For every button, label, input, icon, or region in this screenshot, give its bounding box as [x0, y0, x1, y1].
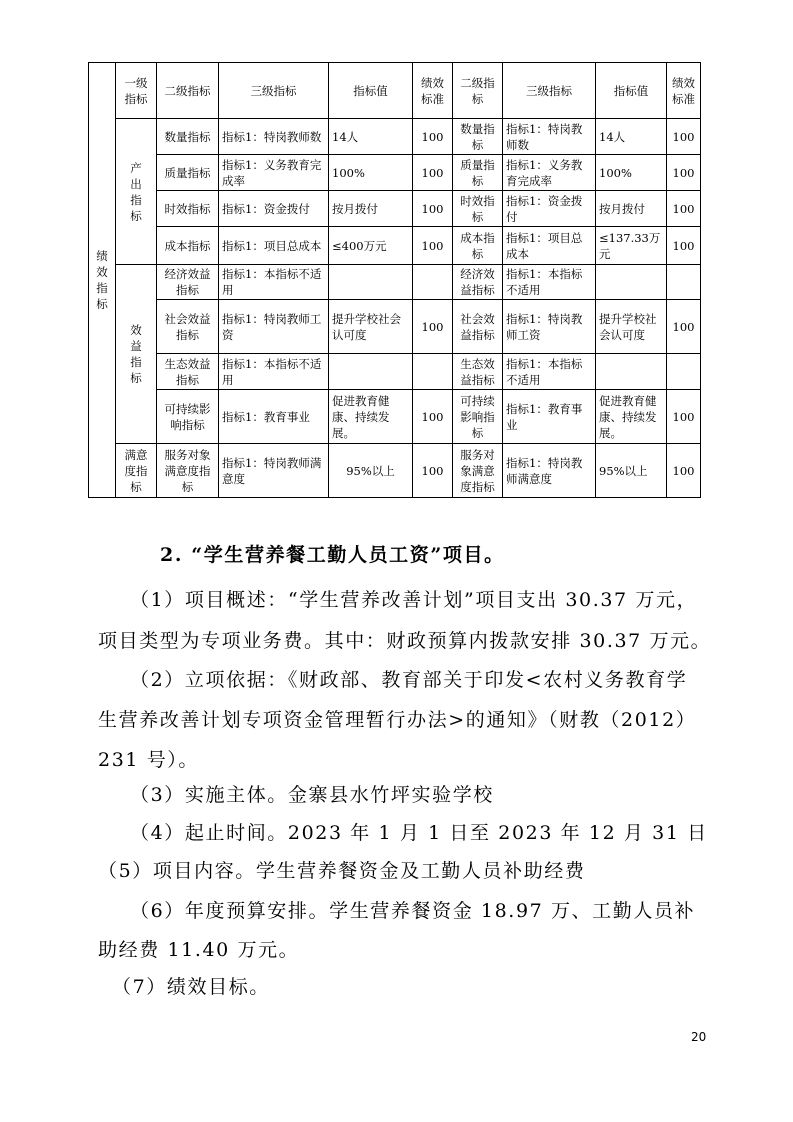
l2-cell: 时效指标: [453, 191, 503, 227]
l2-cell: 成本指标: [157, 227, 219, 265]
value-cell: [329, 354, 413, 390]
paragraph-line: 项目类型为专项业务费。其中：财政预算内拨款安排 30.37 万元。: [98, 630, 712, 652]
category-satisfaction: 满意度指标: [116, 444, 157, 498]
l2-cell: 数量指标: [157, 119, 219, 155]
paragraph-line: （1）项目概述：“学生营养改善计划”项目支出 30.37 万元，: [130, 589, 698, 611]
l2-cell: 生态效益指标: [453, 354, 503, 390]
l3-cell: 指标1：教育事业: [219, 390, 329, 444]
header-cell: 一级指标: [116, 63, 157, 119]
l3-cell: 指标1：项目总成本: [219, 227, 329, 265]
value-cell: 促进教育健康、持续发展。: [596, 390, 667, 444]
value-cell: ≤400万元: [329, 227, 413, 265]
value-cell: 提升学校社会认可度: [329, 300, 413, 354]
standard-cell: 100: [413, 444, 453, 498]
value-cell: 14人: [596, 119, 667, 155]
l3-cell: 指标1：特岗教师工资: [503, 300, 596, 354]
standard-cell: 100: [413, 227, 453, 265]
paragraph-line: （5）项目内容。学生营养餐资金及工勤人员补助经费: [98, 860, 586, 882]
standard-cell: 100: [413, 300, 453, 354]
header-cell: 绩效标准: [413, 63, 453, 119]
l3-cell: 指标1：特岗教师数: [219, 119, 329, 155]
standard-cell: 100: [667, 444, 701, 498]
value-cell: 按月拨付: [596, 191, 667, 227]
standard-cell: [413, 265, 453, 300]
l3-cell: 指标1：资金拨付: [503, 191, 596, 227]
header-cell: 二级指标: [157, 63, 219, 119]
l3-cell: 指标1：本指标不适用: [219, 354, 329, 390]
value-cell: [329, 265, 413, 300]
standard-cell: 100: [413, 191, 453, 227]
l2-cell: 生态效益指标: [157, 354, 219, 390]
standard-cell: 100: [667, 227, 701, 265]
standard-cell: 100: [667, 119, 701, 155]
outer-label: 绩效指标: [89, 63, 116, 498]
value-cell: 95%以上: [329, 444, 413, 498]
value-cell: 95%以上: [596, 444, 667, 498]
l3-cell: 指标1：本指标不适用: [219, 265, 329, 300]
standard-cell: 100: [667, 390, 701, 444]
l2-cell: 经济效益指标: [453, 265, 503, 300]
standard-cell: 100: [667, 191, 701, 227]
l2-cell: 社会效益指标: [157, 300, 219, 354]
l2-cell: 服务对象满意度指标: [157, 444, 219, 498]
standard-cell: [667, 265, 701, 300]
page-number: 20: [691, 1030, 707, 1044]
l2-cell: 可持续影响指标: [453, 390, 503, 444]
l2-cell: 经济效益指标: [157, 265, 219, 300]
paragraph-line: （4）起止时间。2023 年 1 月 1 日至 2023 年 12 月 31 日: [130, 822, 708, 844]
value-cell: 促进教育健康、持续发展。: [329, 390, 413, 444]
l2-cell: 可持续影响指标: [157, 390, 219, 444]
value-cell: 提升学校社会认可度: [596, 300, 667, 354]
header-cell: 三级指标: [503, 63, 596, 119]
standard-cell: 100: [413, 390, 453, 444]
standard-cell: [413, 354, 453, 390]
l2-cell: 成本指标: [453, 227, 503, 265]
l3-cell: 指标1：特岗教师工资: [219, 300, 329, 354]
l3-cell: 指标1：教育事业: [503, 390, 596, 444]
standard-cell: 100: [667, 155, 701, 191]
category-benefit: 效益指标: [116, 265, 157, 444]
l2-cell: 质量指标: [453, 155, 503, 191]
value-cell: 14人: [329, 119, 413, 155]
l3-cell: 指标1：特岗教师满意度: [503, 444, 596, 498]
header-cell: 二级指标: [453, 63, 503, 119]
header-cell: 指标值: [329, 63, 413, 119]
l3-cell: 指标1：本指标不适用: [503, 265, 596, 300]
l3-cell: 指标1：特岗教师数: [503, 119, 596, 155]
l2-cell: 质量指标: [157, 155, 219, 191]
paragraph-line: （7）绩效目标。: [112, 976, 270, 998]
standard-cell: 100: [413, 155, 453, 191]
l2-cell: 服务对象满意度指标: [453, 444, 503, 498]
performance-table: [88, 62, 701, 498]
value-cell: [596, 354, 667, 390]
l3-cell: 指标1：资金拨付: [219, 191, 329, 227]
section-heading: 2. “学生营养餐工勤人员工资”项目。: [160, 544, 505, 566]
value-cell: 100%: [329, 155, 413, 191]
header-cell: 绩效标准: [667, 63, 701, 119]
value-cell: 按月拨付: [329, 191, 413, 227]
standard-cell: [667, 354, 701, 390]
standard-cell: 100: [413, 119, 453, 155]
l3-cell: 指标1：义务教育完成率: [503, 155, 596, 191]
l3-cell: 指标1：项目总成本: [503, 227, 596, 265]
l2-cell: 数量指标: [453, 119, 503, 155]
standard-cell: 100: [667, 300, 701, 354]
paragraph-line: （2）立项依据：《财政部、教育部关于印发<农村义务教育学: [130, 669, 688, 691]
l2-cell: 时效指标: [157, 191, 219, 227]
paragraph-line: （6）年度预算安排。学生营养餐资金 18.97 万、工勤人员补: [130, 900, 696, 922]
l3-cell: 指标1：本指标不适用: [503, 354, 596, 390]
l3-cell: 指标1：特岗教师满意度: [219, 444, 329, 498]
category-output: 产出指标: [116, 119, 157, 265]
paragraph-line: 231 号）。: [98, 749, 200, 771]
paragraph-line: 助经费 11.40 万元。: [98, 939, 300, 961]
header-cell: 三级指标: [219, 63, 329, 119]
value-cell: 100%: [596, 155, 667, 191]
value-cell: [596, 265, 667, 300]
paragraph-line: （3）实施主体。金寨县水竹坪实验学校: [130, 784, 494, 806]
l2-cell: 社会效益指标: [453, 300, 503, 354]
l3-cell: 指标1：义务教育完成率: [219, 155, 329, 191]
paragraph-line: 生营养改善计划专项资金管理暂行办法>的通知》（财教（2012）: [98, 709, 697, 731]
value-cell: ≤137.33万元: [596, 227, 667, 265]
header-cell: 指标值: [596, 63, 667, 119]
